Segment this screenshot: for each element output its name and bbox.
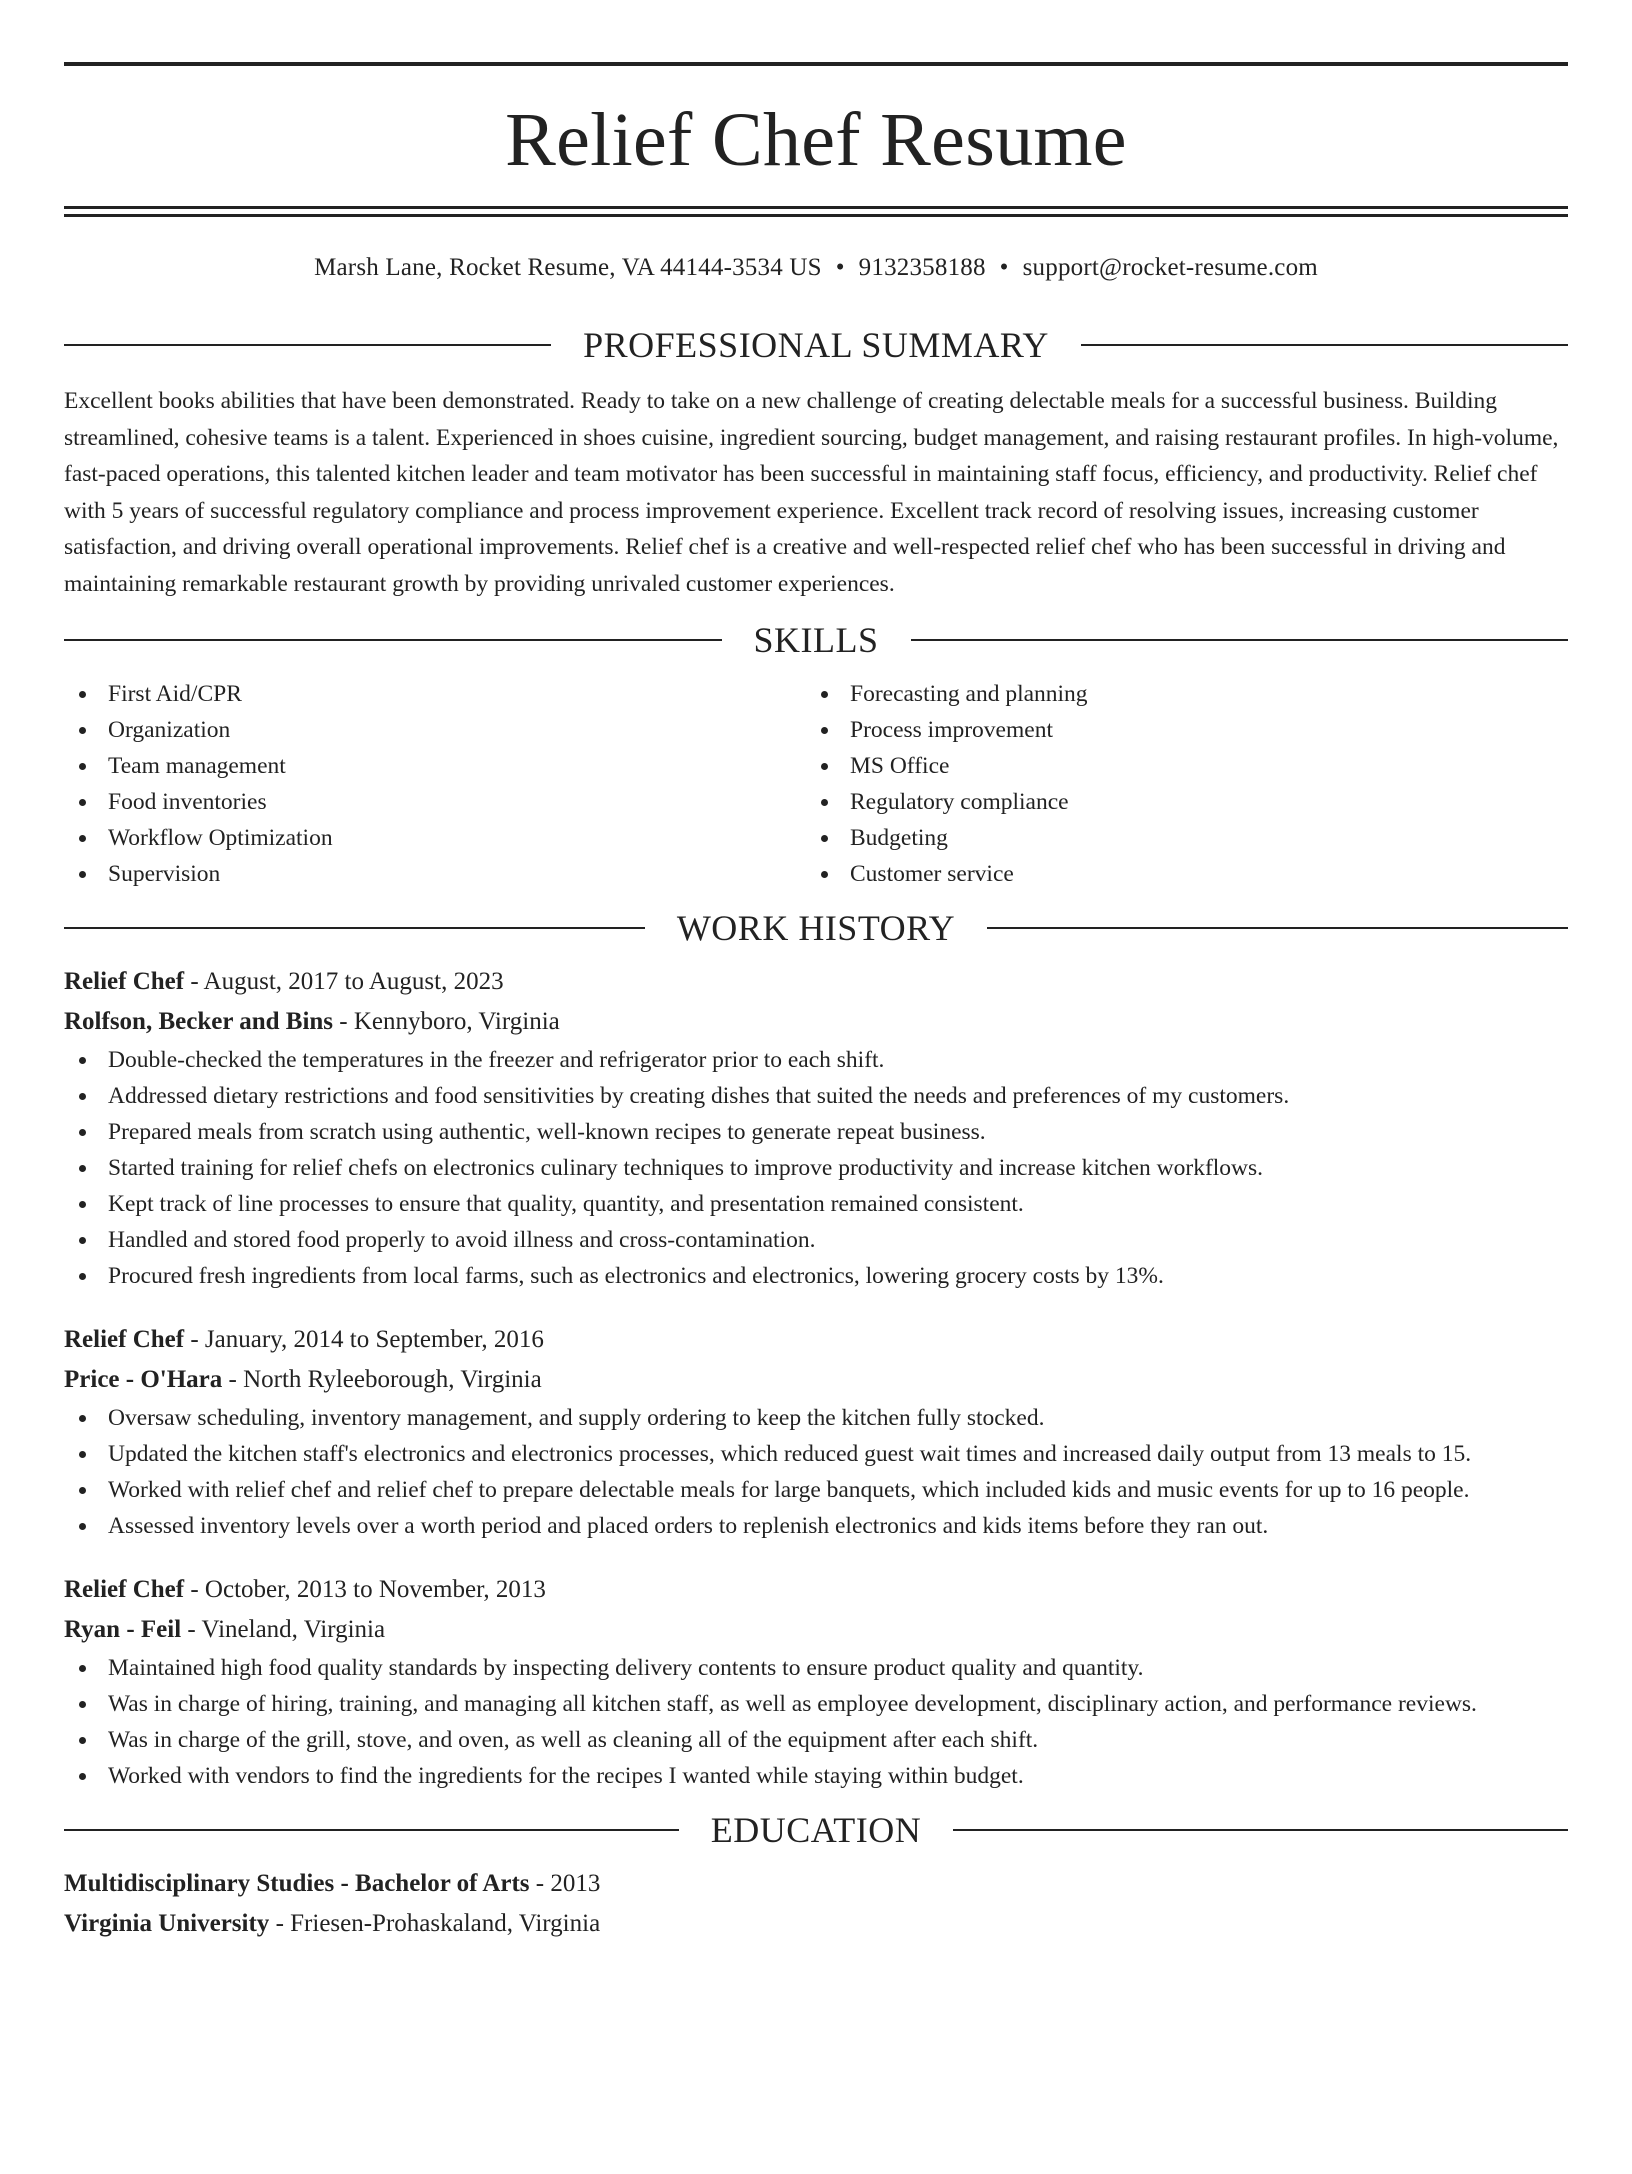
job-entry — [64, 1570, 1568, 1794]
bullet-icon — [79, 1273, 86, 1280]
skill-item: MS Office — [806, 748, 1548, 784]
job-duty-item: Oversaw scheduling, inventory management, and supply ordering to keep the kitchen fully stocked. — [64, 1400, 1568, 1436]
section-heading-education — [64, 1808, 1568, 1852]
section-heading-label: EDUCATION — [710, 1810, 922, 1850]
skills-list-left — [64, 676, 806, 892]
job-duty-item: Addressed dietary restrictions and food sensitivities by creating dishes that suited the needs and preferences of my customers. — [64, 1078, 1568, 1114]
bullet-icon — [79, 1665, 86, 1672]
bullet-icon — [79, 871, 86, 878]
bullet-icon — [821, 835, 828, 842]
education-degree: Multidisciplinary Studies - Bachelor of Arts — [64, 1870, 530, 1897]
job-title-line — [64, 1320, 1568, 1360]
education-location: - Friesen-Prohaskaland, Virginia — [269, 1910, 601, 1937]
job-duty-item: Worked with vendors to find the ingredients for the recipes I wanted while staying within budget. — [64, 1758, 1568, 1794]
skill-item: Budgeting — [806, 820, 1548, 856]
skills-column-left — [64, 676, 806, 892]
job-company-line — [64, 1002, 1568, 1042]
bullet-icon — [821, 691, 828, 698]
job-company: Ryan - Feil — [64, 1616, 182, 1643]
education-school: Virginia University — [64, 1910, 270, 1937]
heading-rule — [64, 344, 551, 346]
bullet-icon — [79, 1057, 86, 1064]
heading-rule — [64, 1829, 679, 1831]
job-title-line — [64, 1570, 1568, 1610]
bullet-icon — [79, 1093, 86, 1100]
bullet-icon — [821, 871, 828, 878]
job-dates: - October, 2013 to November, 2013 — [184, 1576, 546, 1603]
bullet-icon — [79, 1523, 86, 1530]
skill-item: Organization — [64, 712, 806, 748]
education-entry — [64, 1864, 1568, 1944]
job-duty-item: Was in charge of the grill, stove, and oven, as well as cleaning all of the equipment after each shift. — [64, 1722, 1568, 1758]
job-dates: - January, 2014 to September, 2016 — [184, 1326, 544, 1353]
bullet-icon — [79, 1451, 86, 1458]
job-duty-item: Started training for relief chefs on electronics culinary techniques to improve productivity and increase kitchen workflows. — [64, 1150, 1568, 1186]
bullet-icon — [79, 799, 86, 806]
bullet-icon — [79, 1165, 86, 1172]
bullet-icon — [821, 799, 828, 806]
job-duty-item: Updated the kitchen staff's electronics and electronics processes, which reduced guest wait times and increased daily output from 13 meals to 15. — [64, 1436, 1568, 1472]
job-title: Relief Chef — [64, 1326, 185, 1353]
bullet-icon — [79, 691, 86, 698]
skills-list-right — [806, 676, 1548, 892]
bullet-icon — [79, 1773, 86, 1780]
heading-rule — [64, 639, 722, 641]
job-location: - North Ryleeborough, Virginia — [222, 1366, 542, 1393]
job-duty-item: Worked with relief chef and relief chef to prepare delectable meals for large banquets, which included kids and music events for up to 16 people. — [64, 1472, 1568, 1508]
skills-grid — [64, 676, 1568, 892]
skill-item: Forecasting and planning — [806, 676, 1548, 712]
job-entry — [64, 1320, 1568, 1544]
heading-rule — [911, 639, 1569, 641]
summary-text: Excellent books abilities that have been demonstrated. Ready to take on a new challenge of creating delectable meals for a successful business. Building streamlined, cohesive teams is a talent. Experienced in shoes cuisine, ingredient sourcing, budget management, and raising restaurant profiles. In high-volume, fast-paced operations, this talented kitchen leader and team motivator has been successful in maintaining staff focus, efficiency, and productivity. Relief chef with 5 years of successful regulatory compliance and process improvement experience. Excellent track record of resolving issues, increasing customer satisfaction, and driving overall operational improvements. Relief chef is a creative and well-respected relief chef who has been successful in driving and maintaining remarkable restaurant growth by providing unrivaled customer experiences. — [64, 388, 1559, 597]
contact-address: Marsh Lane, Rocket Resume, VA 44144-3534 US — [314, 254, 822, 281]
skill-item: Regulatory compliance — [806, 784, 1548, 820]
bullet-icon — [79, 835, 86, 842]
contact-separator: • — [835, 254, 845, 281]
job-company-line — [64, 1610, 1568, 1650]
job-dates: - August, 2017 to August, 2023 — [184, 968, 504, 995]
heading-rule — [64, 927, 645, 929]
skill-item: Customer service — [806, 856, 1548, 892]
skill-item: First Aid/CPR — [64, 676, 806, 712]
job-duties-list — [64, 1650, 1568, 1794]
bullet-icon — [79, 1487, 86, 1494]
contact-phone: 9132358188 — [858, 254, 986, 281]
heading-rule — [1081, 344, 1568, 346]
job-duty-item: Double-checked the temperatures in the freezer and refrigerator prior to each shift. — [64, 1042, 1568, 1078]
contact-line — [64, 253, 1568, 283]
job-company: Price - O'Hara — [64, 1366, 223, 1393]
job-duty-item: Maintained high food quality standards by inspecting delivery contents to ensure product quality and quantity. — [64, 1650, 1568, 1686]
skill-item: Process improvement — [806, 712, 1548, 748]
education-school-line — [64, 1904, 1568, 1944]
resume-page — [0, 62, 1632, 2174]
heading-rule — [987, 927, 1568, 929]
skill-item: Team management — [64, 748, 806, 784]
bullet-icon — [821, 727, 828, 734]
section-heading-summary — [64, 323, 1568, 367]
job-duty-item: Procured fresh ingredients from local farms, such as electronics and electronics, lowering grocery costs by 13%. — [64, 1258, 1568, 1294]
section-heading-label: SKILLS — [753, 620, 879, 660]
section-heading-work-history — [64, 906, 1568, 950]
skills-column-right — [806, 676, 1548, 892]
job-duty-item: Was in charge of hiring, training, and managing all kitchen staff, as well as employee development, disciplinary action, and performance reviews. — [64, 1686, 1568, 1722]
bullet-icon — [79, 1701, 86, 1708]
job-duties-list — [64, 1400, 1568, 1544]
job-duty-item: Kept track of line processes to ensure that quality, quantity, and presentation remained consistent. — [64, 1186, 1568, 1222]
bullet-icon — [79, 1237, 86, 1244]
section-heading-skills — [64, 618, 1568, 662]
job-duties-list — [64, 1042, 1568, 1294]
job-location: - Kennyboro, Virginia — [333, 1008, 560, 1035]
bullet-icon — [79, 1737, 86, 1744]
bullet-icon — [79, 1201, 86, 1208]
job-entry — [64, 962, 1568, 1294]
bullet-icon — [79, 727, 86, 734]
job-title-line — [64, 962, 1568, 1002]
bullet-icon — [821, 763, 828, 770]
job-location: - Vineland, Virginia — [181, 1616, 386, 1643]
heading-rule — [953, 1829, 1568, 1831]
bullet-icon — [79, 763, 86, 770]
education-degree-line — [64, 1864, 1568, 1904]
education-year: - 2013 — [529, 1870, 601, 1897]
job-duty-item: Handled and stored food properly to avoid illness and cross-contamination. — [64, 1222, 1568, 1258]
resume-title: Relief Chef Resume — [505, 98, 1127, 182]
job-title: Relief Chef — [64, 968, 185, 995]
skill-item: Workflow Optimization — [64, 820, 806, 856]
section-heading-label: WORK HISTORY — [676, 908, 956, 948]
job-title: Relief Chef — [64, 1576, 185, 1603]
section-heading-label: PROFESSIONAL SUMMARY — [583, 325, 1049, 365]
contact-separator: • — [999, 254, 1009, 281]
top-rule — [64, 62, 1568, 66]
job-duty-item: Assessed inventory levels over a worth period and placed orders to replenish electronics and kids items before they ran out. — [64, 1508, 1568, 1544]
bullet-icon — [79, 1415, 86, 1422]
skill-item: Food inventories — [64, 784, 806, 820]
job-company: Rolfson, Becker and Bins — [64, 1008, 334, 1035]
job-company-line — [64, 1360, 1568, 1400]
title-double-rule — [64, 206, 1568, 217]
bullet-icon — [79, 1129, 86, 1136]
contact-email: support@rocket-resume.com — [1022, 254, 1318, 281]
job-duty-item: Prepared meals from scratch using authentic, well-known recipes to generate repeat business. — [64, 1114, 1568, 1150]
skill-item: Supervision — [64, 856, 806, 892]
